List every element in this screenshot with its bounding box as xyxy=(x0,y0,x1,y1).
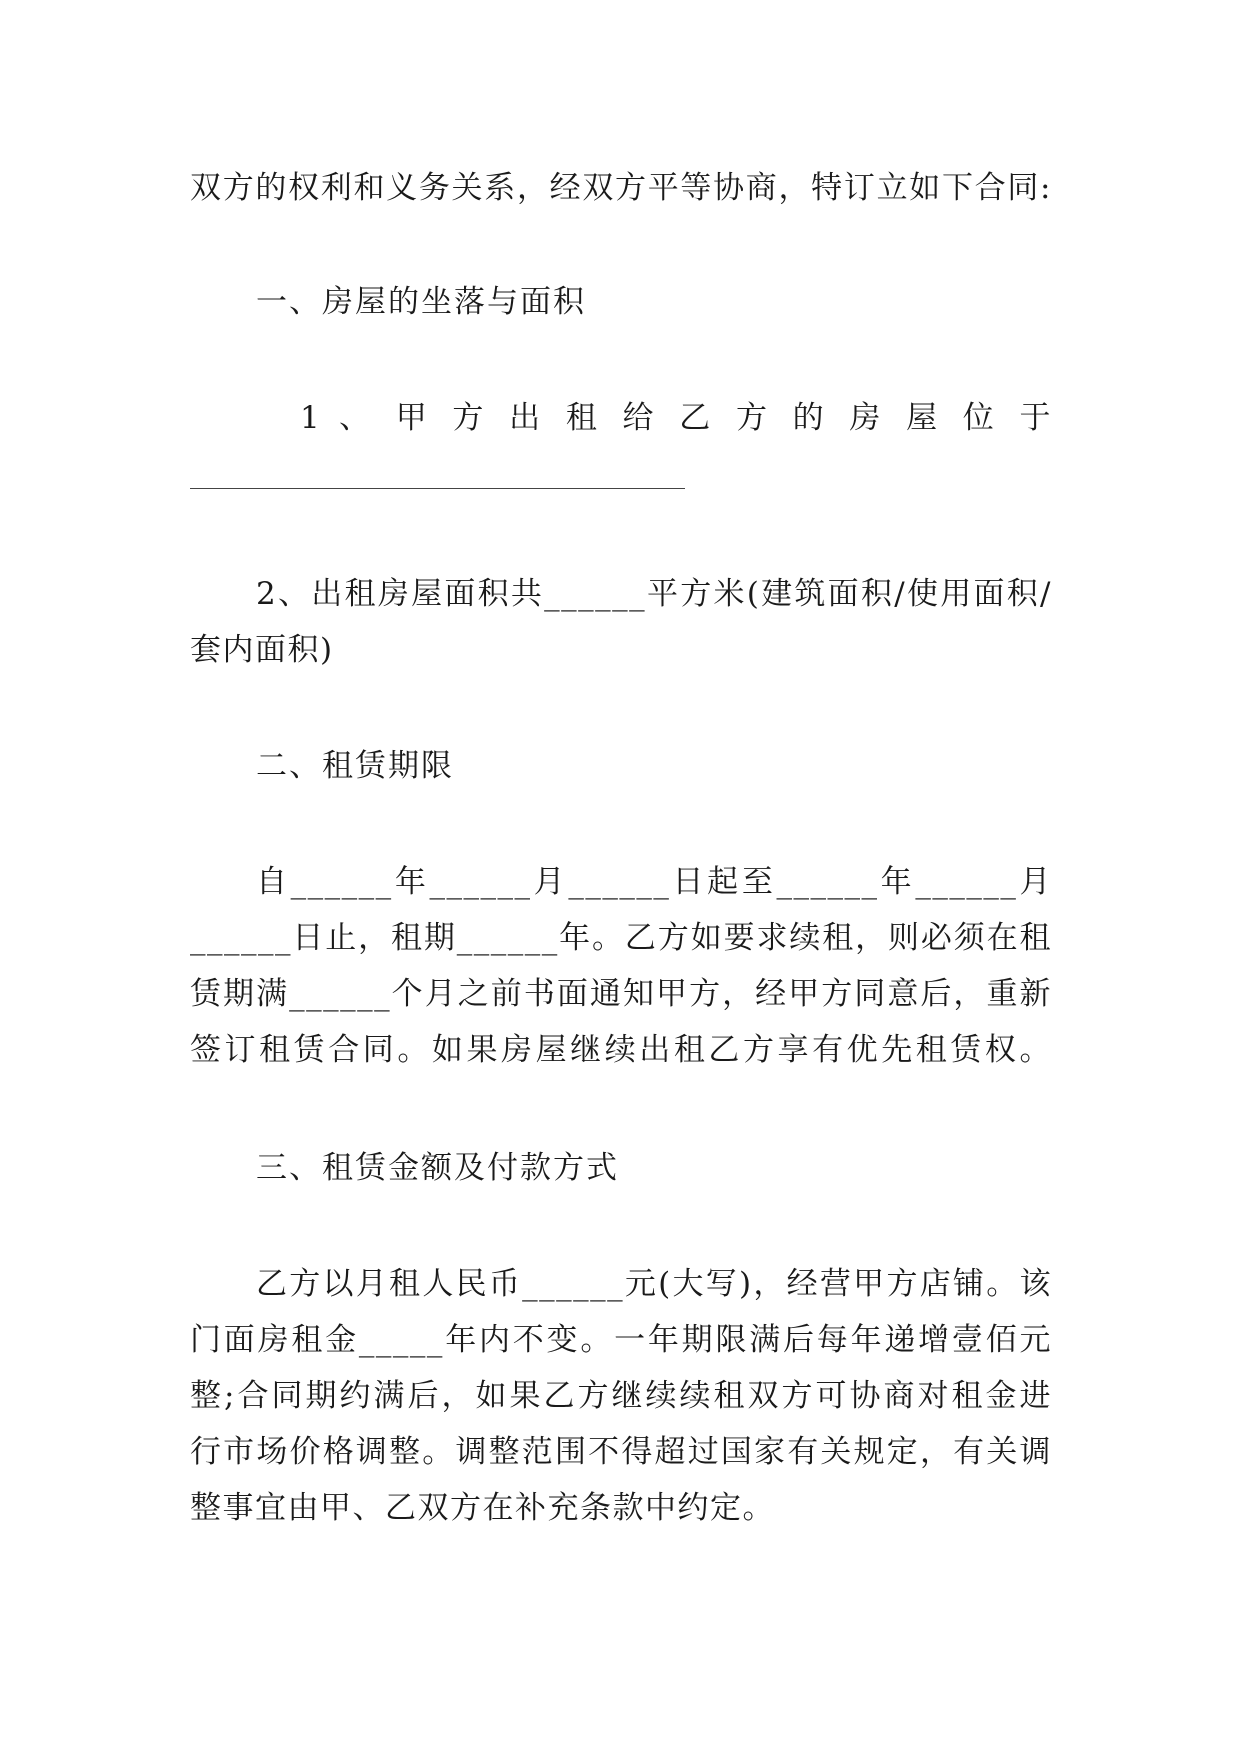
intro-line: 双方的权利和义务关系，经双方平等协商，特订立如下合同: xyxy=(190,170,1052,206)
section3-para-line1: 乙方以月租人民币______元(大写)，经营甲方店铺。该 xyxy=(256,1266,1052,1302)
section3-para-line5: 整事宜由甲、乙双方在补充条款中约定。 xyxy=(190,1490,775,1526)
address-blank-rule xyxy=(190,488,685,489)
section1-item2-line1: 2、出租房屋面积共______平方米(建筑面积/使用面积/ xyxy=(256,576,1052,612)
section2-para-line2: ______日止，租期______年。乙方如要求续租，则必须在租 xyxy=(190,920,1052,956)
section2-para-line4: 签订租赁合同。如果房屋继续出租乙方享有优先租赁权。 xyxy=(190,1032,1052,1068)
section1-heading: 一、房屋的坐落与面积 xyxy=(256,284,586,320)
section1-item2-line2: 套内面积) xyxy=(190,632,334,668)
section2-heading: 二、租赁期限 xyxy=(256,748,454,784)
section3-para-line3: 整;合同期约满后，如果乙方继续续租双方可协商对租金进 xyxy=(190,1378,1052,1414)
section3-heading: 三、租赁金额及付款方式 xyxy=(256,1150,619,1186)
section2-para-line3: 赁期满______个月之前书面通知甲方，经甲方同意后，重新 xyxy=(190,976,1052,1012)
section1-item1-line: 1 、 甲 方 出 租 给 乙 方 的 房 屋 位 于 xyxy=(300,400,1052,436)
section3-para-line4: 行市场价格调整。调整范围不得超过国家有关规定，有关调 xyxy=(190,1434,1052,1470)
section3-para-line2: 门面房租金_____年内不变。一年期限满后每年递增壹佰元 xyxy=(190,1322,1052,1358)
section2-para-line1: 自______年______月______日起至______年______月 xyxy=(256,864,1052,900)
